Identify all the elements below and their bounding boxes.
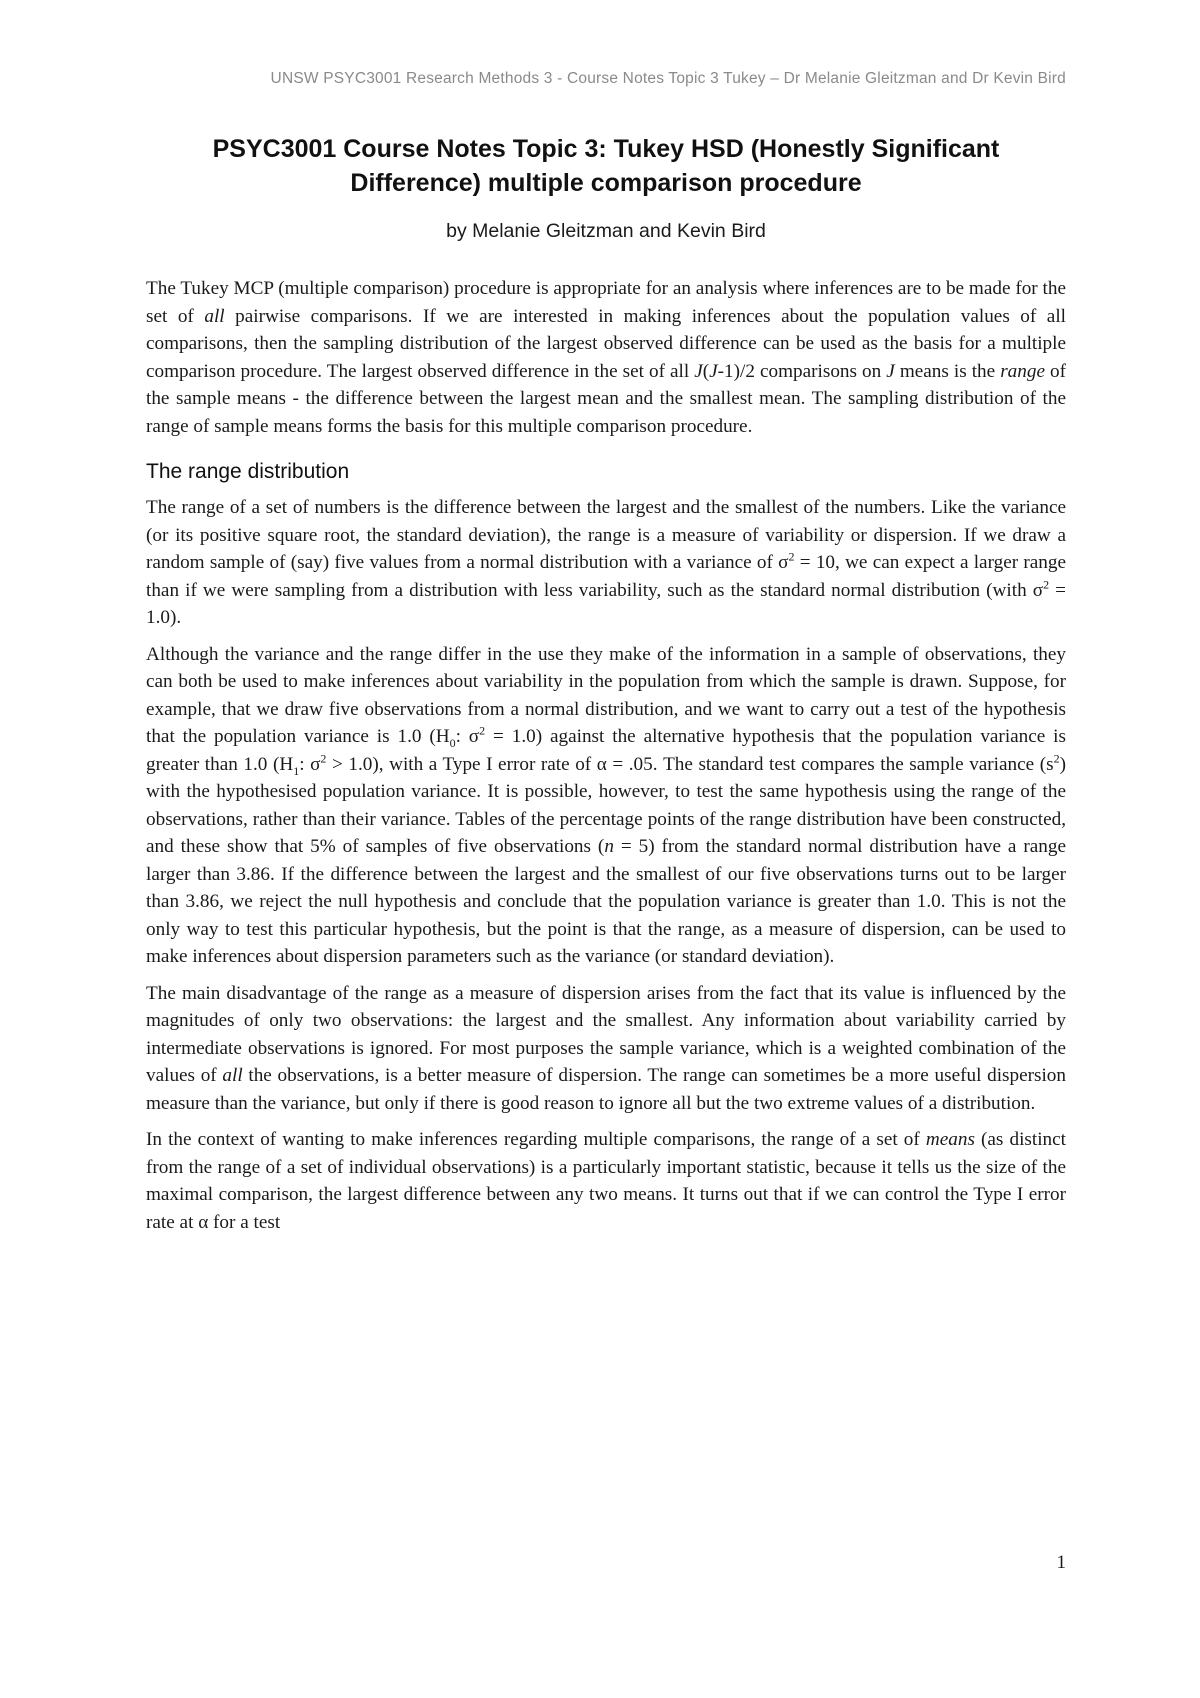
title-line-1: PSYC3001 Course Notes Topic 3: Tukey HSD (Honestly Significant bbox=[212, 135, 1000, 163]
section-heading: The range distribution bbox=[146, 460, 350, 483]
author-byline: by Melanie Gleitzman and Kevin Bird bbox=[446, 220, 766, 242]
range-definition-paragraph: The range of a set of numbers is the difference between the largest and the smallest of the numbers. Like the variance (or its positive square root, the standard deviation), the range is a measure of variability or dispersion. If we draw a random sample of (say) five values from a normal distribution with a variance of $\sigma^2 = 10$, we can expect a larger range than if we were sampling from a distribution with less variability, such as the standard normal distribution (with $\sigma^2 = 1.0$). bbox=[146, 497, 1066, 628]
document-body bbox=[146, 275, 1066, 1245]
title-line-2: Difference) multiple comparison procedure bbox=[350, 169, 862, 197]
running-header: UNSW PSYC3001 Research Methods 3 - Course Notes Topic 3 Tukey – Dr Melanie Gleitzman and Dr Kevin Bird bbox=[270, 70, 1066, 87]
multiple-comparisons-paragraph: In the context of wanting to make inferences regarding multiple comparisons, the range of a set of means (as distinct from the range of a set of individual observations) is a particularly important statistic, because it tells us the size of the maximal comparison, the largest difference between any two means. It turns out that if we can control the Type I error rate at α for a test bbox=[146, 1129, 1066, 1233]
document-page bbox=[146, 0, 1066, 1698]
document-title bbox=[146, 132, 1066, 200]
intro-paragraph: The Tukey MCP (multiple comparison) procedure is appropriate for an analysis where inferences are to be made for the set of all pairwise comparisons. If we are interested in making inferences about the population values of all comparisons, then the sampling distribution of the largest observed difference can be used as the basis for a multiple comparison procedure. The largest observed difference in the set of all J(J-1)/2 comparisons on J means is the range of the sample means - the difference between the largest mean and the smallest mean. The sampling distribution of the range of sample means forms the basis for this multiple comparison procedure. bbox=[146, 278, 1066, 437]
variance-range-paragraph: Although the variance and the range differ in the use they make of the information in a sample of observations, they can both be used to make inferences about variability in the population from which the sample is drawn. Suppose, for example, that we draw five observations from a normal distribution, and we want to carry out a test of the hypothesis that the population variance is 1.0 ($H_0$: $\sigma^2 = 1.0$) against the alternative hypothesis that the population variance is greater than 1.0 ($H_1$: $\sigma^2 > 1.0$), with a Type I error rate of α = .05. The standard test compares the sample variance $(s^2)$ with the hypothesised population variance. It is possible, however, to test the same hypothesis using the range of the observations, rather than their variance. Tables of the percentage points of the range distribution have been constructed, and these show that 5% of samples of five observations (n = 5) from the standard normal distribution have a range larger than 3.86. If the difference between the largest and the smallest of our five observations turns out to be larger than 3.86, we reject the null hypothesis and conclude that the population variance is greater than 1.0. This is not the only way to test this particular hypothesis, but the point is that the range, as a measure of dispersion, can be used to make inferences about dispersion parameters such as the variance (or standard deviation). bbox=[146, 643, 1066, 967]
disadvantage-paragraph: The main disadvantage of the range as a measure of dispersion arises from the fact that its value is influenced by the magnitudes of only two observations: the largest and the smallest. Any information about variability carried by intermediate observations is ignored. For most purposes the sample variance, which is a weighted combination of the values of all the observations, is a better measure of dispersion. The range can sometimes be a more useful dispersion measure than the variance, but only if there is good reason to ignore all but the two extreme values of a distribution. bbox=[146, 982, 1066, 1114]
page-number: 1 bbox=[1056, 1552, 1066, 1573]
